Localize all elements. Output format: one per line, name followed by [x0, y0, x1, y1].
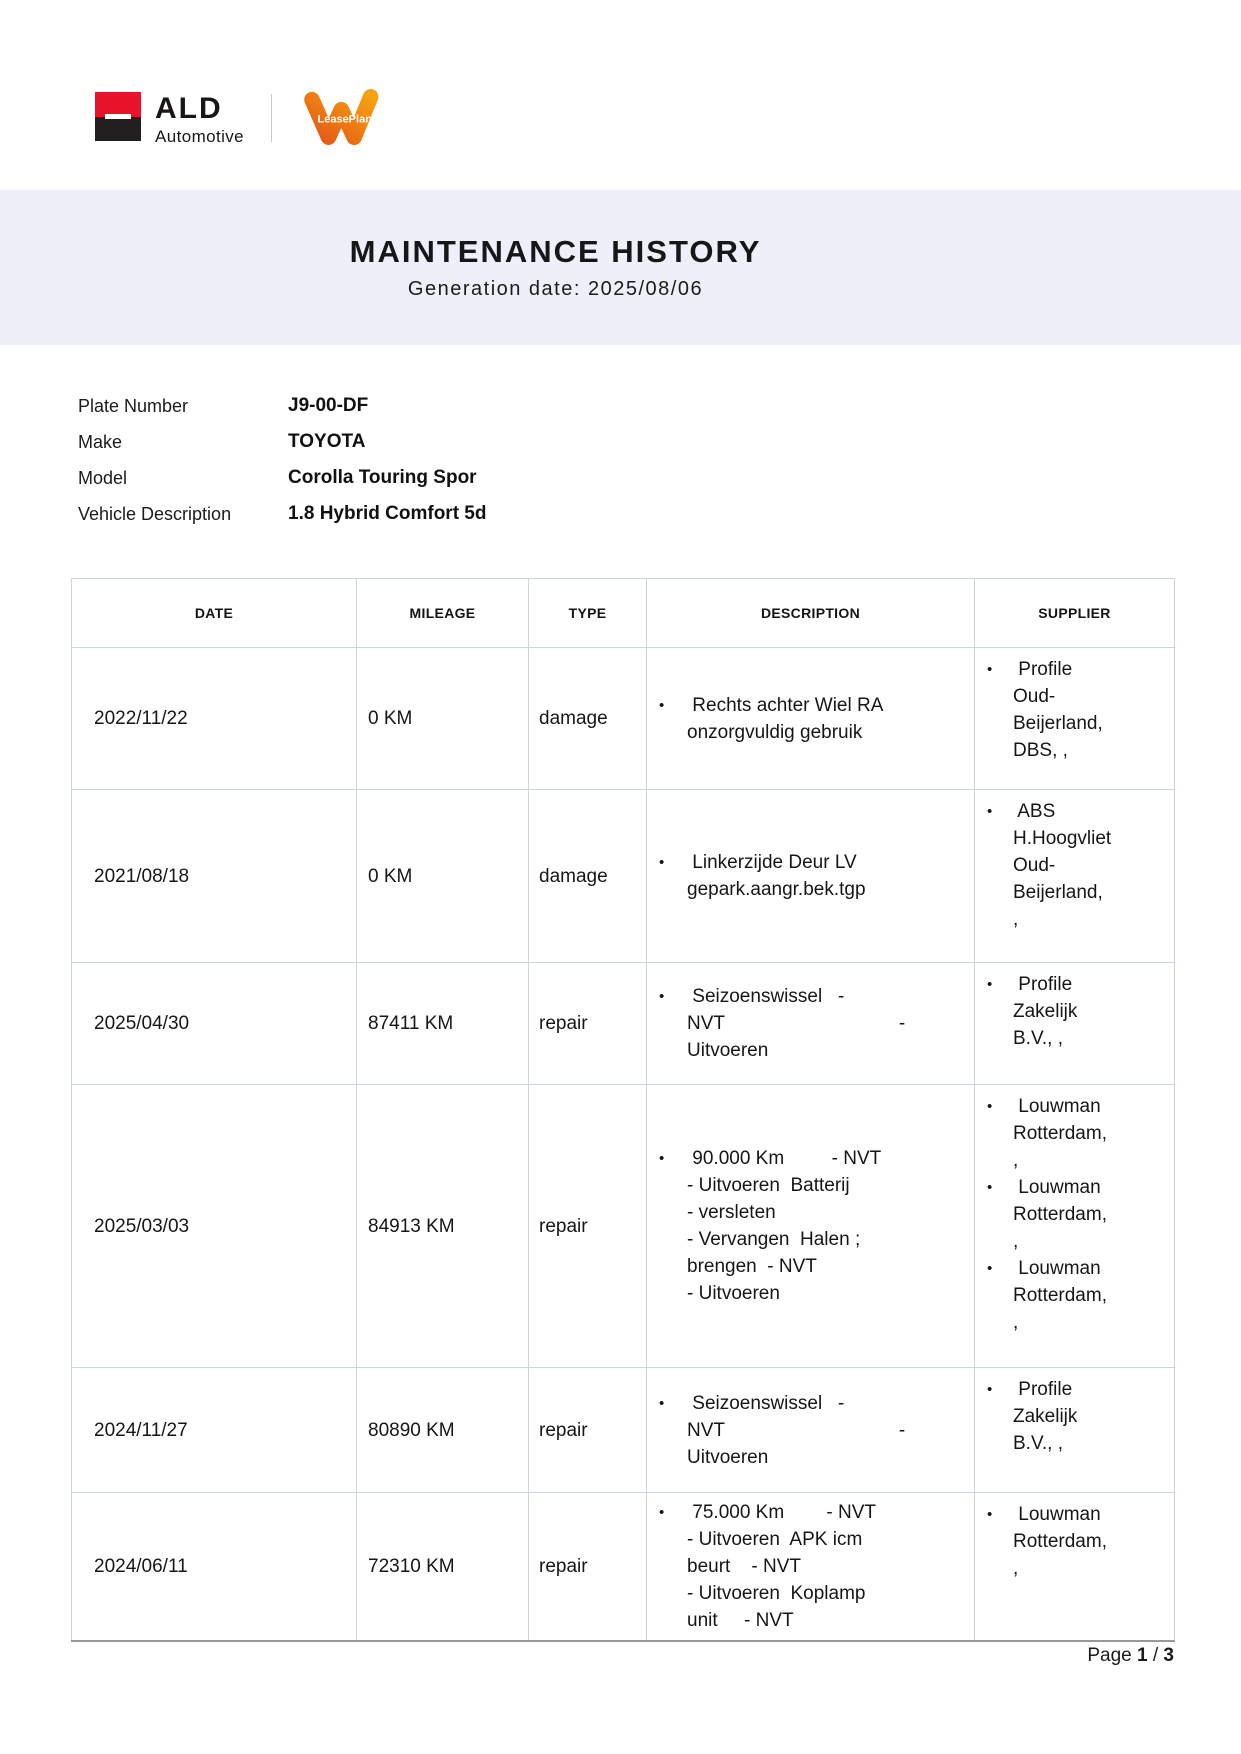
table-row — [72, 963, 1175, 1085]
page-separator: / — [1152, 1645, 1159, 1666]
text-line: Beijerland, — [1013, 713, 1103, 734]
bullet-item — [647, 1145, 964, 1307]
text-line: , — [1013, 1150, 1019, 1171]
text-line: Seizoenswissel - — [687, 1392, 845, 1414]
cell-date: 2024/06/11 — [72, 1493, 357, 1642]
table-row — [72, 1493, 1175, 1642]
cell-description — [647, 790, 975, 963]
bullet-icon: • — [987, 1381, 993, 1398]
text-line: Zakelijk — [1013, 1406, 1078, 1427]
text-line: Louwman — [1013, 1177, 1101, 1198]
text-line: B.V., , — [1013, 1028, 1063, 1049]
cell-type: damage — [529, 648, 647, 790]
column-header-supplier: SUPPLIER — [975, 579, 1175, 648]
cell-mileage: 0 KM — [357, 790, 529, 963]
page-current: 1 — [1137, 1645, 1148, 1666]
bullet-icon: • — [659, 1504, 665, 1521]
bullet-icon: • — [987, 976, 993, 993]
bullet-icon: • — [987, 1506, 993, 1523]
text-line: gepark.aangr.bek.tgp — [687, 879, 866, 900]
logo-divider — [271, 94, 272, 142]
cell-supplier — [975, 1085, 1175, 1368]
bullet-icon: • — [659, 696, 665, 714]
cell-date: 2025/03/03 — [72, 1085, 357, 1368]
bullet-item — [975, 798, 1166, 933]
cell-mileage: 87411 KM — [357, 963, 529, 1085]
text-line: Uitvoeren — [687, 1040, 769, 1061]
text-line: , — [1013, 1312, 1019, 1333]
column-header-description: DESCRIPTION — [647, 579, 975, 648]
text-line: Beijerland, — [1013, 882, 1103, 903]
text-line: Profile — [1013, 974, 1073, 995]
text-line: NVT - — [687, 1419, 906, 1441]
text-line: Linkerzijde Deur LV — [687, 852, 857, 873]
cell-date: 2024/11/27 — [72, 1368, 357, 1493]
cell-type: repair — [529, 1493, 647, 1642]
generation-date: Generation date: 2025/08/06 — [407, 278, 704, 300]
text-line: Rechts achter Wiel RA — [687, 694, 884, 716]
bullet-item — [647, 849, 964, 903]
bullet-item — [975, 1255, 1166, 1336]
make-value: TOYOTA — [288, 431, 366, 452]
text-line: Uitvoeren — [687, 1446, 769, 1468]
cell-date: 2021/08/18 — [72, 790, 357, 963]
cell-type: damage — [529, 790, 647, 963]
text-line: - Uitvoeren Batterij — [687, 1175, 850, 1196]
cell-supplier — [975, 648, 1175, 790]
bullet-item — [647, 1499, 964, 1634]
cell-date: 2022/11/22 — [72, 648, 357, 790]
text-line: B.V., , — [1013, 1433, 1063, 1454]
bullet-icon: • — [987, 803, 993, 820]
text-line: NVT - — [687, 1013, 906, 1034]
text-line: , — [1013, 1558, 1019, 1579]
cell-description — [647, 963, 975, 1085]
vehicle-info-row — [78, 424, 486, 460]
vehicle-info-row — [78, 496, 486, 532]
bullet-item — [647, 1390, 964, 1471]
cell-type: repair — [529, 1085, 647, 1368]
leaseplan-logo-icon — [299, 84, 391, 150]
ald-logo-icon — [95, 92, 141, 141]
text-line: - Uitvoeren — [687, 1283, 780, 1304]
vehicle-info-row — [78, 388, 486, 424]
text-line: Seizoenswissel - — [687, 986, 845, 1007]
table-row — [72, 648, 1175, 790]
cell-date: 2025/04/30 — [72, 963, 357, 1085]
ald-logo-black-block — [95, 117, 141, 141]
ald-logo-title: ALD — [155, 92, 223, 125]
cell-type: repair — [529, 963, 647, 1085]
model-value: Corolla Touring Spor — [288, 467, 477, 488]
table-row — [72, 1085, 1175, 1368]
bullet-icon: • — [987, 1260, 993, 1277]
bullet-item — [647, 983, 964, 1064]
text-line: brengen - NVT — [687, 1256, 817, 1277]
bullet-item — [975, 1174, 1166, 1255]
text-line: - Vervangen Halen ; — [687, 1229, 861, 1250]
text-line: DBS, , — [1013, 740, 1068, 761]
plate-number-label: Plate Number — [78, 395, 189, 416]
column-header-mileage: MILEAGE — [357, 579, 529, 648]
bullet-icon: • — [987, 1098, 993, 1115]
text-line: Rotterdam, — [1013, 1285, 1107, 1306]
bullet-item — [975, 1376, 1166, 1457]
cell-description — [647, 648, 975, 790]
page-title: MAINTENANCE HISTORY — [349, 234, 762, 269]
leaseplan-logo-label: LeasePlan — [317, 113, 372, 126]
bullet-item — [975, 971, 1166, 1052]
ald-logo-white-bar — [105, 114, 131, 119]
maintenance-table-wrap — [71, 578, 1174, 1642]
table-row — [72, 790, 1175, 963]
text-line: 75.000 Km - NVT — [687, 1502, 877, 1523]
maintenance-table — [71, 578, 1175, 1642]
cell-mileage: 80890 KM — [357, 1368, 529, 1493]
vehicle-info — [78, 388, 486, 532]
column-header-type: TYPE — [529, 579, 647, 648]
text-line: , — [1013, 909, 1019, 930]
cell-description — [647, 1368, 975, 1493]
text-line: Profile — [1013, 659, 1073, 680]
table-header-row — [72, 579, 1175, 648]
text-line: H.Hoogvliet — [1013, 828, 1112, 849]
cell-description — [647, 1493, 975, 1642]
text-line: Rotterdam, — [1013, 1531, 1107, 1552]
bullet-icon: • — [659, 1150, 665, 1167]
text-line: Louwman — [1013, 1096, 1101, 1117]
model-label: Model — [78, 467, 128, 488]
vehicle-info-row — [78, 460, 486, 496]
cell-description — [647, 1085, 975, 1368]
text-line: ABS — [1013, 801, 1056, 822]
cell-mileage: 84913 KM — [357, 1085, 529, 1368]
text-line: Rotterdam, — [1013, 1123, 1107, 1144]
cell-type: repair — [529, 1368, 647, 1493]
table-row — [72, 1368, 1175, 1493]
text-line: Louwman — [1013, 1504, 1101, 1525]
cell-supplier — [975, 790, 1175, 963]
text-line: Profile — [1013, 1379, 1073, 1400]
cell-mileage: 0 KM — [357, 648, 529, 790]
column-header-date: DATE — [72, 579, 357, 648]
bullet-icon: • — [659, 854, 665, 871]
text-line: , — [1013, 1231, 1019, 1252]
text-line: Louwman — [1013, 1258, 1101, 1279]
cell-supplier — [975, 1493, 1175, 1642]
vehicle-description-value: 1.8 Hybrid Comfort 5d — [288, 503, 487, 524]
bullet-item — [975, 1093, 1166, 1174]
text-line: Oud- — [1013, 855, 1056, 876]
title-banner — [0, 190, 1241, 345]
text-line: unit - NVT — [687, 1610, 794, 1631]
cell-supplier — [975, 1368, 1175, 1493]
ald-logo-subtitle: Automotive — [155, 127, 245, 146]
bullet-icon: • — [659, 1394, 665, 1412]
text-line: beurt - NVT — [687, 1556, 802, 1577]
bullet-icon: • — [987, 661, 993, 678]
text-line: - Uitvoeren Koplamp — [687, 1583, 866, 1604]
text-line: - Uitvoeren APK icm — [687, 1529, 863, 1550]
bullet-item — [975, 656, 1166, 764]
vehicle-description-label: Vehicle Description — [78, 503, 232, 524]
text-line: Oud- — [1013, 686, 1056, 707]
text-line: onzorgvuldig gebruik — [687, 721, 863, 743]
bullet-icon: • — [987, 1179, 993, 1196]
ald-logo-text — [155, 94, 244, 147]
header-logos — [95, 92, 391, 150]
cell-supplier — [975, 963, 1175, 1085]
page-total: 3 — [1163, 1645, 1174, 1666]
bullet-icon: • — [659, 988, 665, 1005]
page-footer — [71, 1645, 1174, 1667]
make-label: Make — [78, 431, 123, 452]
text-line: Rotterdam, — [1013, 1204, 1107, 1225]
page-label: Page — [1087, 1645, 1132, 1666]
text-line: 90.000 Km - NVT — [687, 1148, 882, 1169]
bullet-item — [975, 1501, 1166, 1582]
cell-mileage: 72310 KM — [357, 1493, 529, 1642]
plate-number-value: J9-00-DF — [288, 395, 369, 416]
bullet-item — [647, 692, 964, 746]
text-line: Zakelijk — [1013, 1001, 1078, 1022]
text-line: - versleten — [687, 1202, 776, 1223]
